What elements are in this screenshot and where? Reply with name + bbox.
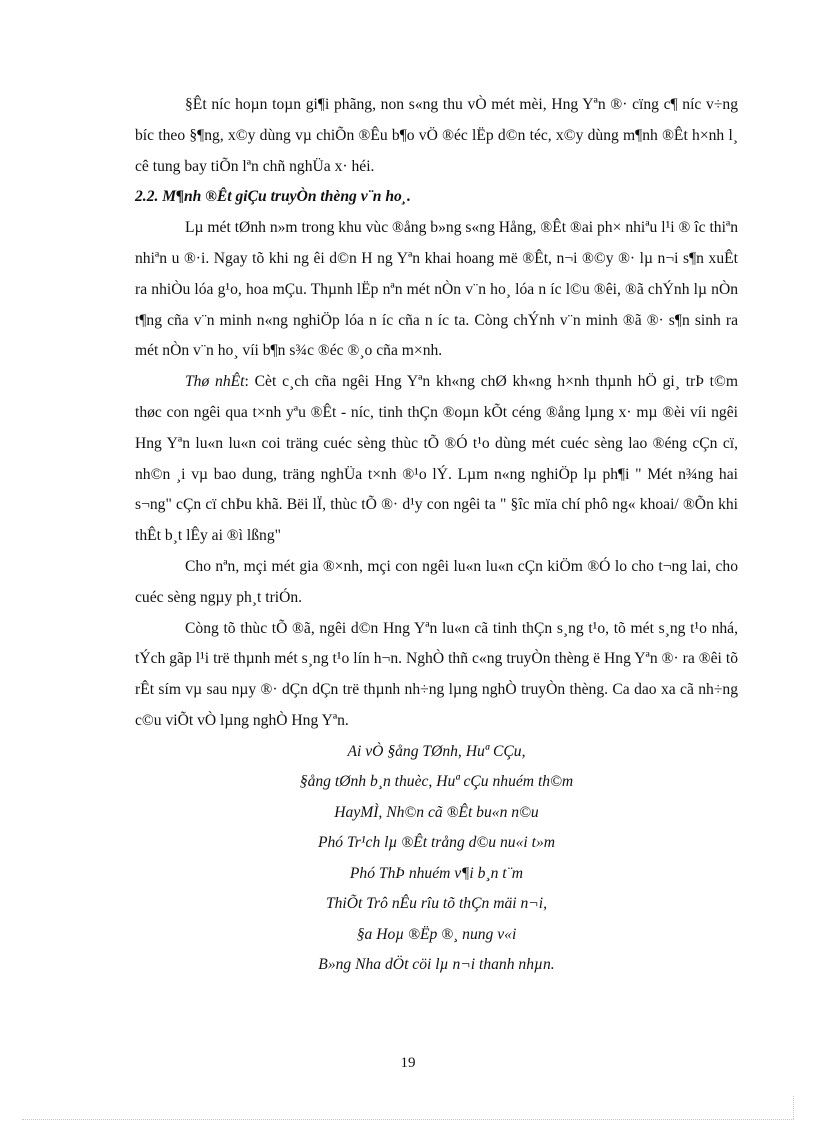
paragraph-land: Lµ mét tØnh n»m trong khu vùc ®ång b»ng s«ng Hång, ®Êt ®ai ph× nhiªu l¹i ® îc thiªn nhiªn u ®·i. Ngay tõ khi ng êi d©n H ng Yªn khai hoang më ®Êt, n¬i ®©y ®· lµ n¬i s¶n xuÊt ra nhiÒu lóa g¹o, hoa mÇu. Thµnh lËp nªn mét nÒn v¨n ho¸ lóa n íc l©u ®êi, ®ã chÝnh lµ nÒn t¶ng cña v¨n minh n«ng nghiÖp lóa n íc cña n íc ta. Còng chÝnh v¨n minh ®ã ®· s¶n sinh ra mét nÒn v¨n ho¸ víi b¶n s¾c ®éc ®¸o cña m×nh.	[135, 219, 738, 360]
poem-line: Phó Tr¹ch lµ ®Êt trång d©u nu«i t»m	[317, 834, 556, 852]
poem-line: Phó ThÞ nhuém v¶i b¸n t¨m	[349, 864, 524, 882]
paragraph-first	[135, 367, 738, 552]
paragraph-first-body: : Cèt c¸ch cña ngêi Hng Yªn kh«ng chØ kh«ng h×nh thµnh hÖ gi¸ trÞ t©m thøc con ngêi qua t×nh yªu ®Êt - níc, tinh thÇn ®oµn kÕt céng ®ång lµng x· mµ ®èi víi ngêi Hng Yªn lu«n lu«n coi träng cuéc sèng thùc tÕ ®Ó t¹o dùng mét cuéc sèng lao ®éng cÇn cï, nh©n ¸i vµ bao dung, träng nghÜa t×nh ®¹o lÝ. Lµm n«ng nghiÖp lµ ph¶i " Mét n¾ng hai s¬ng" cÇn cï chÞu khã. Bëi lÏ, thùc tÕ ®· d¹y con ngêi ta " §îc mïa chí phô ng« khoai/ ®Õn khi thÊt b¸t lÊy ai ®ì lßng"	[135, 373, 738, 545]
paragraph-family: Cho nªn, mçi mét gia ®×nh, mçi con ngêi lu«n lu«n cÇn kiÖm ®Ó lo cho t¬ng lai, cho cuéc sèng ngµy ph¸t triÓn.	[135, 557, 738, 606]
poem-line: Ai vÒ §ång TØnh, Huª CÇu,	[347, 742, 526, 760]
poem-line: HayMÌ, Nh©n cã ®Êt bu«n n©u	[334, 803, 539, 821]
poem-line: §a Hoµ ®Ëp ®¸ nung v«i	[356, 925, 517, 943]
poem-line: ThiÕt Trô nÊu rîu tõ thÇn mäi n¬i,	[325, 895, 548, 913]
body-text	[135, 90, 738, 981]
poem-line: §ång tØnh b¸n thuèc, Huª cÇu nhuém th©m	[299, 773, 574, 791]
paragraph-intro: §Êt níc hoµn toµn gi¶i phãng, non s«ng thu vÒ mét mèi, Hng Yªn ®· cïng c¶ níc v÷ng bíc theo §¶ng, x©y dùng vµ chiÕn ®Êu b¶o vÖ ®éc lËp d©n téc, x©y dùng m¶nh ®Êt h×nh l¸ cê tung bay tiÕn lªn chñ nghÜa x· héi.	[135, 96, 738, 175]
paragraph-lead: Thø nhÊt	[185, 373, 245, 391]
page-border-bottom	[22, 1119, 794, 1120]
page-border-right	[793, 1096, 794, 1119]
poem	[135, 737, 738, 981]
section-heading: 2.2. M¶nh ®Êt giÇu truyÒn thèng v¨n ho¸.	[135, 188, 411, 206]
poem-line: B»ng Nha dÖt cöi lµ n¬i thanh nhµn.	[318, 956, 555, 974]
paragraph-crafts: Còng tõ thùc tÕ ®ã, ngêi d©n Hng Yªn lu«n cã tinh thÇn s¸ng t¹o, tõ mét s¸ng t¹o nhá, tÝch gãp l¹i trë thµnh mét s¸ng t¹o lín h¬n. NghÒ thñ c«ng truyÒn thèng ë Hng Yªn ®· ra ®êi tõ rÊt sím vµ sau nµy ®· dÇn dÇn trë thµnh nh÷ng lµng nghÒ truyÒn thèng. Ca dao xa cã nh÷ng c©u viÕt vÒ lµng nghÒ Hng Yªn.	[135, 619, 738, 729]
page-number: 19	[400, 1055, 416, 1071]
